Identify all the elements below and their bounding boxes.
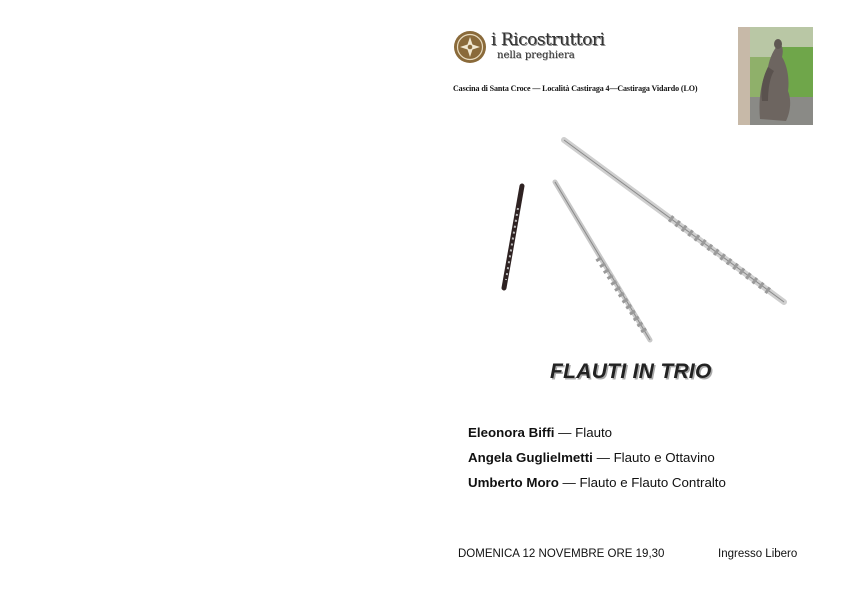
- concert-title: FLAUTI IN TRIO: [550, 360, 712, 383]
- logo-subtitle: nella preghiera: [497, 50, 575, 61]
- sculpture-photo: [738, 27, 813, 125]
- cross-emblem-icon: [453, 30, 487, 64]
- admission-note: Ingresso Libero: [718, 548, 798, 560]
- piccolo-icon: [504, 186, 522, 288]
- performer-role: Flauto: [575, 425, 613, 440]
- performer-name: Angela Guglielmetti: [468, 450, 593, 465]
- performer-role: Flauto e Ottavino: [613, 450, 715, 465]
- organization-logo: [453, 30, 603, 66]
- logo-title: i Ricostruttori: [491, 30, 605, 50]
- performer-name: Eleonora Biffi: [468, 425, 555, 440]
- performer-line: [468, 474, 726, 499]
- performer-line: [468, 449, 726, 474]
- performer-list: [468, 424, 726, 499]
- performer-name: Umberto Moro: [468, 475, 559, 490]
- flute-icon: [555, 182, 650, 340]
- separator: —: [554, 425, 576, 440]
- venue-address: Cascina di Santa Croce — Località Castiraga 4—Castiraga Vidardo (LO): [453, 84, 698, 93]
- performer-role: Flauto e Flauto Contralto: [579, 475, 726, 490]
- flutes-illustration: [480, 130, 800, 350]
- alto-flute-icon: [564, 140, 784, 302]
- performer-line: [468, 424, 726, 449]
- separator: —: [592, 450, 614, 465]
- separator: —: [558, 475, 580, 490]
- event-date-time: DOMENICA 12 NOVEMBRE ORE 19,30: [458, 548, 665, 560]
